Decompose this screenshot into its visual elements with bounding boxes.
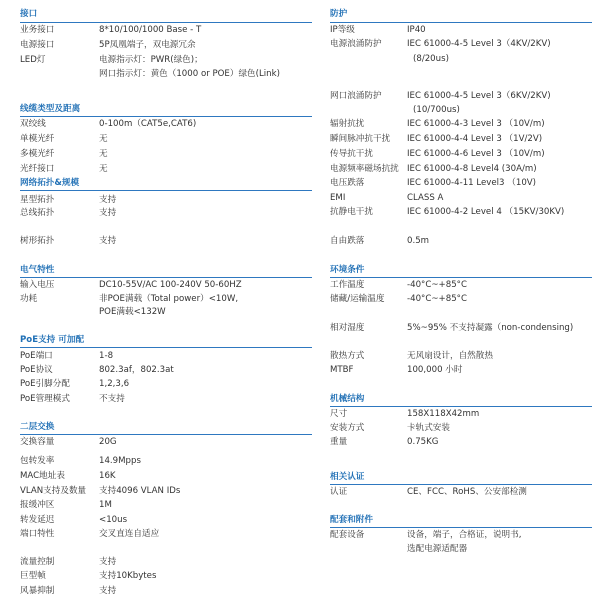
spec-value: -40°C~+85°C [407, 280, 467, 290]
spec-value: IEC 61000-4-5 Level 3（4KV/2KV) [407, 39, 551, 49]
spec-value: 支持4096 VLAN IDs [99, 486, 181, 496]
spec-label: PoE协议 [20, 365, 53, 375]
spec-label: 巨型帧 [20, 571, 46, 581]
section-title-electrical: 电气特性 [20, 265, 55, 275]
section-title-poe: PoE支持 可加配 [20, 335, 85, 345]
spec-value: 20G [99, 437, 117, 447]
section-divider [330, 277, 592, 278]
section-title-topology: 网络拓扑&规模 [20, 178, 80, 188]
spec-label: 星型拓扑 [20, 195, 55, 205]
spec-value: -40°C~+85°C [407, 294, 467, 304]
spec-label: 总线拓扑 [20, 208, 55, 218]
spec-label: 配套设备 [330, 530, 365, 540]
spec-label: 工作温度 [330, 280, 365, 290]
section-title-l2: 二层交换 [20, 422, 55, 432]
spec-value: (8/20us) [413, 54, 449, 64]
spec-value: 支持 [99, 586, 117, 596]
spec-label: 业务接口 [20, 25, 55, 35]
spec-value: CE、FCC、RoHS、公安部检测 [407, 487, 527, 497]
spec-value: 交叉直连自适应 [99, 529, 160, 539]
spec-label: 抗静电干扰 [330, 207, 373, 217]
spec-value: 卡轨式安装 [407, 423, 450, 433]
spec-value: 16K [99, 471, 116, 481]
section-title-environment: 环境条件 [330, 265, 365, 275]
spec-label: PoE引脚分配 [20, 379, 70, 389]
spec-label: 光纤接口 [20, 164, 55, 174]
spec-label: 传导抗干扰 [330, 149, 373, 159]
spec-value: 1,2,3,6 [99, 379, 130, 389]
section-title-mechanical: 机械结构 [330, 394, 365, 404]
spec-value: POE满载<132W [99, 307, 166, 317]
spec-value: 不支持 [99, 394, 125, 404]
spec-label: PoE端口 [20, 351, 53, 361]
section-divider [20, 277, 312, 278]
spec-label: VLAN支持及数量 [20, 486, 87, 496]
spec-label: 电源浪涌防护 [330, 39, 382, 49]
section-divider [20, 22, 312, 23]
section-divider [330, 406, 592, 407]
spec-value: 支持 [99, 208, 117, 218]
spec-label: 电源接口 [20, 40, 55, 50]
section-title-certification: 相关认证 [330, 472, 365, 482]
spec-label: 交换容量 [20, 437, 55, 447]
spec-value: IEC 61000-4-5 Level 3（6KV/2KV) [407, 91, 551, 101]
spec-value: 无风扇设计，自然散热 [407, 351, 493, 361]
spec-label: 网口浪涌防护 [330, 91, 382, 101]
spec-value: 5P凤凰端子，双电源冗余 [99, 40, 196, 50]
spec-label: 认证 [330, 487, 348, 497]
spec-value: 非POE满载（Total power）<10W, [99, 294, 239, 304]
section-title-cable: 线缆类型及距离 [20, 104, 81, 114]
spec-label: 功耗 [20, 294, 38, 304]
spec-value: 无 [99, 149, 108, 159]
spec-value: IP40 [407, 25, 426, 35]
spec-value: <10us [99, 515, 128, 525]
spec-value: 支持 [99, 195, 117, 205]
spec-label: PoE管理模式 [20, 394, 70, 404]
spec-value: 0.5m [407, 236, 430, 246]
spec-label: IP等级 [330, 25, 355, 35]
spec-value: (10/700us) [413, 105, 460, 115]
spec-label: 散热方式 [330, 351, 365, 361]
spec-label: 安装方式 [330, 423, 365, 433]
spec-label: MAC地址表 [20, 471, 65, 481]
section-title-port: 接口 [20, 9, 38, 19]
spec-label: 尺寸 [330, 409, 348, 419]
spec-label: 重量 [330, 437, 348, 447]
spec-value: 802.3af，802.3at [99, 365, 174, 375]
spec-value: 0-100m（CAT5e,CAT6) [99, 119, 197, 129]
spec-value: 无 [99, 164, 108, 174]
spec-label: 流量控制 [20, 557, 55, 567]
spec-label: 自由跌落 [330, 236, 365, 246]
spec-label: 端口特性 [20, 529, 55, 539]
section-title-accessories: 配套和附件 [330, 515, 373, 525]
spec-value: IEC 61000-4-2 Level 4 （15KV/30KV) [407, 207, 565, 217]
spec-label: EMI [330, 193, 346, 203]
spec-value: IEC 61000-4-6 Level 3 （10V/m) [407, 149, 545, 159]
spec-value: 支持10Kbytes [99, 571, 157, 581]
spec-value: 0.75KG [407, 437, 439, 447]
spec-value: 电源指示灯：PWR(绿色)； [99, 55, 203, 65]
spec-label: 双绞线 [20, 119, 46, 129]
spec-value: 14.9Mpps [99, 456, 141, 466]
spec-label: 风暴抑制 [20, 586, 55, 596]
spec-value: CLASS A [407, 193, 444, 203]
section-divider [20, 434, 312, 435]
spec-label: 储藏/运输温度 [330, 294, 385, 304]
spec-value: 5%~95% 不支持凝露（non-condensing) [407, 323, 574, 333]
spec-label: 输入电压 [20, 280, 55, 290]
spec-value: 支持 [99, 236, 117, 246]
spec-label: 辐射抗扰 [330, 119, 365, 129]
spec-value: 选配电源适配器 [407, 544, 468, 554]
spec-label: 报缓冲区 [20, 500, 55, 510]
spec-value: IEC 61000-4-4 Level 3 （1V/2V) [407, 134, 543, 144]
spec-value: IEC 61000-4-3 Level 3 （10V/m) [407, 119, 545, 129]
section-divider [20, 190, 312, 191]
section-divider [20, 116, 312, 117]
section-divider [330, 527, 592, 528]
spec-value: 无 [99, 134, 108, 144]
section-divider [330, 484, 592, 485]
spec-value: 网口指示灯：黄色（1000 or POE）绿色(Link) [99, 69, 280, 79]
spec-value: 100,000 小时 [407, 365, 463, 375]
spec-label: 单模光纤 [20, 134, 55, 144]
section-divider [20, 347, 312, 348]
spec-value: 1-8 [99, 351, 114, 361]
spec-label: LED灯 [20, 55, 46, 65]
spec-label: 相对湿度 [330, 323, 365, 333]
spec-label: 多模光纤 [20, 149, 55, 159]
spec-label: 树形拓扑 [20, 236, 55, 246]
spec-value: 1M [99, 500, 112, 510]
spec-label: 瞬间脉冲抗干扰 [330, 134, 391, 144]
spec-label: 转发延迟 [20, 515, 55, 525]
spec-value: 支持 [99, 557, 117, 567]
spec-label: 电源频率磁场抗扰 [330, 164, 399, 174]
spec-label: 电压跌落 [330, 178, 365, 188]
section-title-protection: 防护 [330, 9, 348, 19]
section-divider [330, 22, 592, 23]
spec-value: 158X118X42mm [407, 409, 480, 419]
spec-value: DC10-55V/AC 100-240V 50-60HZ [99, 280, 242, 290]
spec-value: IEC 61000-4-8 Level4 (30A/m) [407, 164, 537, 174]
spec-value: 8*10/100/1000 Base - T [99, 25, 202, 35]
spec-value: IEC 61000-4-11 Level3 （10V) [407, 178, 537, 188]
spec-label: MTBF [330, 365, 354, 375]
spec-label: 包转发率 [20, 456, 55, 466]
spec-value: 设备，端子，合格证，说明书, [407, 530, 522, 540]
